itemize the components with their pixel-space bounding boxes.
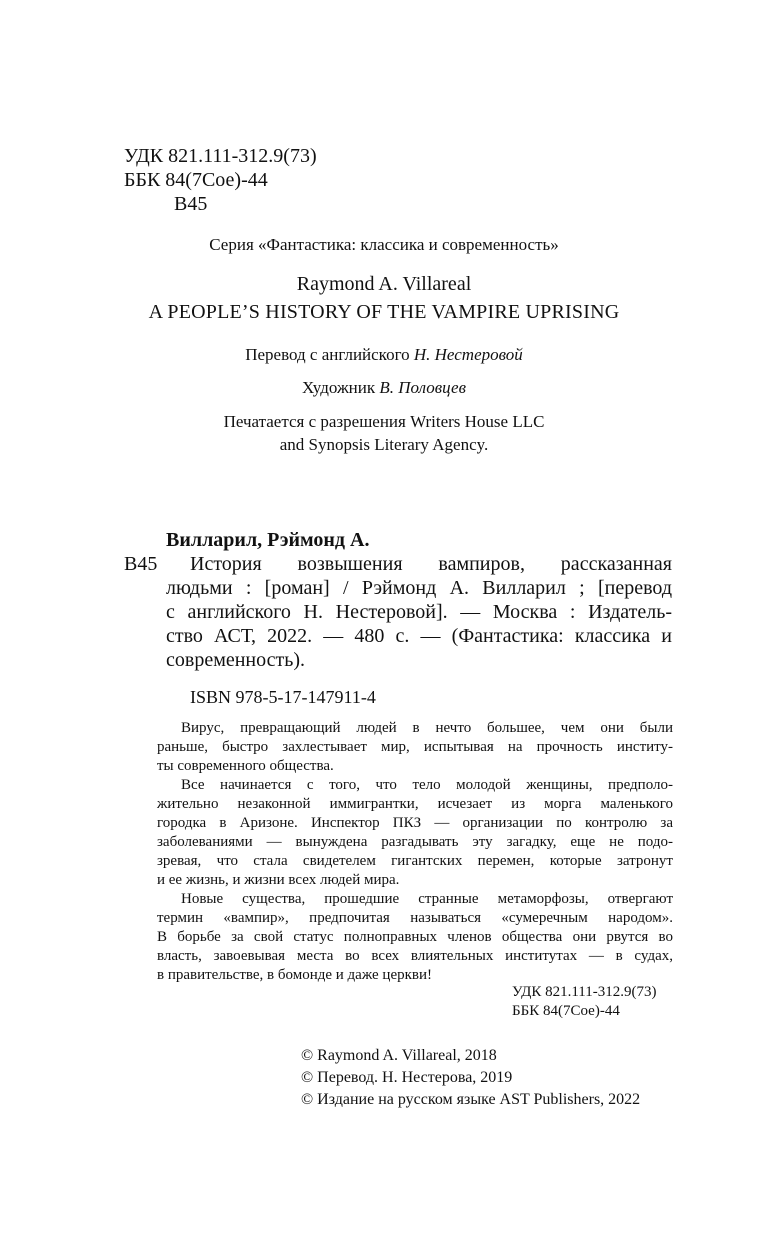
bbk-code: ББК 84(7Сое)-44 [124,169,268,191]
annotation-udk: УДК 821.111-312.9(73) [512,984,657,1000]
bibliography-line: современность). [166,649,306,671]
bibliography-code: В45 [124,553,158,575]
isbn: ISBN 978-5-17-147911-4 [190,687,376,707]
annotation-line: термин «вампир», предпочитая называться «сумеречным народом». [157,910,673,926]
copyright-edition: © Издание на русском языке AST Publishers, 2022 [301,1091,641,1108]
annotation-line: и ее жизнь, и жизни всех людей мира. [157,872,400,888]
original-title: A PEOPLE’S HISTORY OF THE VAMPIRE UPRISING [148,301,620,323]
artist-line [0,377,768,398]
annotation-line: ты современного общества. [157,758,334,774]
annotation-line: Все начинается с того, что тело молодой женщины, предполо- [181,777,673,793]
series-line: Серия «Фантастика: классика и современность» [209,235,559,254]
annotation-line: раньше, быстро захлестывает мир, испытывая на прочность институ- [157,739,673,755]
annotation-line: В борьбе за свой статус полноправных членов общества они рвутся во [157,929,673,945]
annotation-line: зревая, что стала свидетелем гигантских перемен, которые затронут [157,853,673,869]
bibliography-line: История возвышения вампиров, рассказанная [190,553,672,575]
annotation [157,719,673,985]
bibliography-description-cont [166,576,672,672]
translator-name: Н. Нестеровой [413,345,523,364]
original-author: Raymond A. Villareal [296,273,472,295]
permission-line-1: Печатается с разрешения Writers House LLC [223,412,545,431]
bibliography-line: людьми : [роман] / Рэймонд А. Вилларил ; [перевод [166,577,672,599]
annotation-line: Вирус, превращающий людей в нечто большее, чем они были [181,720,673,736]
annotation-line: Новые существа, прошедшие странные метаморфозы, отвергают [181,891,673,907]
artist-prefix: Художник [302,378,380,397]
annotation-line: в правительстве, в бомонде и даже церкви! [157,967,432,983]
annotation-line: жительно незаконной иммигрантки, исчезает из морга маленького [157,796,673,812]
udk-code: УДК 821.111-312.9(73) [124,145,317,167]
bibliography-author: Вилларил, Рэймонд А. [166,529,370,551]
annotation-bbk: ББК 84(7Сое)-44 [512,1003,620,1019]
copyright-author: © Raymond A. Villareal, 2018 [301,1047,497,1064]
translation-prefix: Перевод с английского [245,345,414,364]
artist-name: В. Половцев [379,378,466,397]
permission-line-2: and Synopsis Literary Agency. [279,435,489,454]
bibliography-line: ство АСТ, 2022. — 480 с. — (Фантастика: классика и [166,625,672,647]
author-sign: В45 [174,193,208,215]
annotation-line: заболеваниями — вынуждена разгадывать эту загадку, еще не подо- [157,834,673,850]
copyright-translation: © Перевод. Н. Нестерова, 2019 [301,1069,513,1086]
bibliography-description [190,552,672,576]
translation-line [0,344,768,365]
bibliography-line: с английского Н. Нестеровой]. — Москва : Издатель- [166,601,672,623]
annotation-line: городка в Аризоне. Инспектор ПКЗ — организации по контролю за [157,815,673,831]
annotation-line: власть, завоевывая места во всех влиятельных институтах — в судах, [157,948,673,964]
